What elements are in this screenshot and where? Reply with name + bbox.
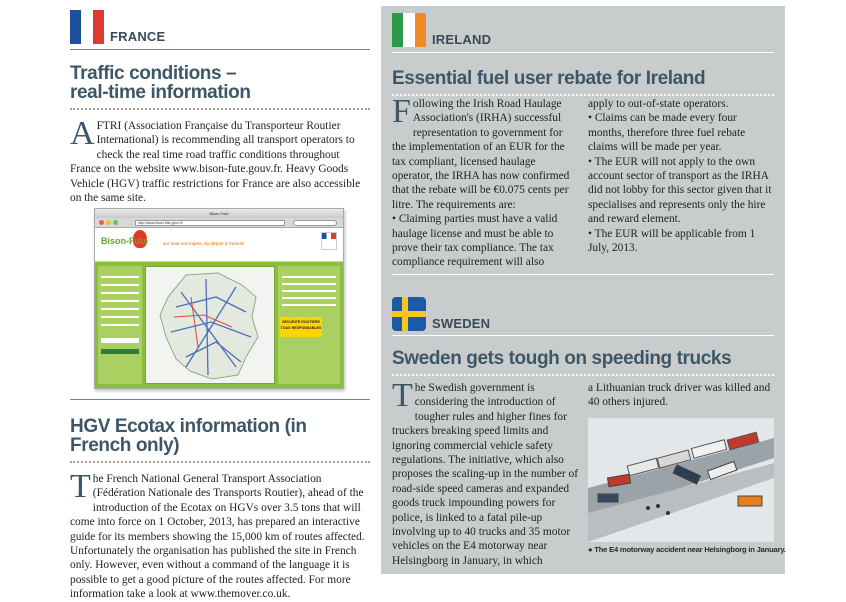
sweden-column-2: a Lithuanian truck driver was killed and 40 others injured. [588,382,771,409]
ireland-column-2: apply to out-of-state operators. • Claims can be made every four months, therefore three fuel rebate claims will be made per year. • The EUR will not apply to the own account sector of transport as the IRHA did not lobby for this sector given that it specialises and represents only the hire and reward element. • The EUR will be applicable from 1 July, 2013. [588,98,772,255]
article-title-traffic: Traffic conditions – real-time information [70,63,251,103]
divider [392,274,774,275]
map-icon [146,267,276,385]
article-body-ecotax: The French National General Transport Association (Fédération Nationale des Transports Routier), ahead of the introduction of the Ecotax on HGVs over 3.5 tons that will come into force on 1 October, 2013, has prepared an interactive guide for its members showing the 15,000 km of routes affected. Unfortunately the organisation has published the site in French only. However, even without a command of the language it is possible to get a good picture of the routes affected. For more information take a look at www.themover.co.uk. [70,468,365,601]
address-bar: http://www.bison-fute.gouv.fr/ [135,220,285,226]
truck-pileup-image [588,418,774,542]
article-body-traffic: AFTRI (Association Française du Transporteur Routier International) is recommending all transport operators to check the real time road traffic conditions throughout France on the website www.bison-fute.gouv.fr. Heavy Goods Vehicle (HGV) traffic restrictions for France are also accessible on the same site. [70,115,361,205]
ireland-flag-icon [392,13,426,47]
dotted-divider [392,94,774,96]
divider [392,335,774,336]
site-left-menu [98,266,142,384]
bison-fute-screenshot [94,208,344,389]
article-title-sweden: Sweden gets tough on speeding trucks [392,348,732,369]
ireland-header [392,11,774,47]
browser-title-bar: Bison Futé [95,209,343,218]
browser-toolbar [95,218,343,228]
divider [70,399,370,400]
france-header [70,8,370,44]
dropcap: A [70,115,95,152]
sweden-section [392,274,774,331]
france-column [70,8,370,205]
article-title-ecotax: HGV Ecotax information (in French only) [70,416,307,456]
dotted-divider [392,374,774,376]
browser-search-field [293,220,337,226]
country-label-ireland: IRELAND [432,32,492,47]
dropcap: F [392,93,411,130]
sweden-flag-icon [392,297,426,331]
maximize-icon [113,220,118,225]
site-body [95,262,343,388]
site-logo: Bison-Futé [101,236,148,246]
sweden-column-1: The Swedish government is considering the introduction of tougher rules and higher fines for truckers breaking speed limits and ignoring commercial vehicle safety regulations. The initiative, which also proposes the scaling-up in the number of road-side speed cameras and expanded goods truck impounding powers for police, is linked to a fatal pile-up involving up to 40 trucks and 35 motor vehicles on the E4 motorway near Helsingborg in January, in which [392,377,579,567]
sweden-title-block [392,335,774,376]
ecotax-article [70,399,370,602]
photo-caption: ● The E4 motorway accident near Helsingborg in January. [588,545,786,554]
website-page [95,228,343,388]
ireland-column-1: Following the Irish Road Haulage Association's (IRHA) successful representation to government for the implementation of an EUR for the tax compliant, licensed haulage operator, the IRHA has now confirmed that the rebate will be €0.075 cents per litre. The requirements are: • Claiming parties must have a valid haulage license and must be able to prove their tax compliance. The tax compliance requirement will also [392,93,570,269]
site-tagline: sur tous vos trajets, du départ à l'arrivée [163,241,245,246]
accident-photo [588,418,774,542]
dotted-divider [70,108,370,110]
divider [392,52,774,53]
divider [70,49,370,50]
site-header [95,228,343,262]
ireland-section [392,11,774,96]
dropcap: T [392,377,413,414]
france-map [145,266,275,384]
sweden-header [392,295,774,331]
minimize-icon [106,220,111,225]
article-title-ireland: Essential fuel user rebate for Ireland [392,68,706,89]
road-safety-badge: SÉCURITÉ ROUTIÈRE TOUS RESPONSABLES [280,317,322,337]
dotted-divider [70,461,370,463]
close-icon [99,220,104,225]
country-label-sweden: SWEDEN [432,316,491,331]
dropcap: T [70,468,91,505]
country-label-france: FRANCE [110,29,166,44]
republique-logo [321,232,337,250]
france-flag-icon [70,10,104,44]
